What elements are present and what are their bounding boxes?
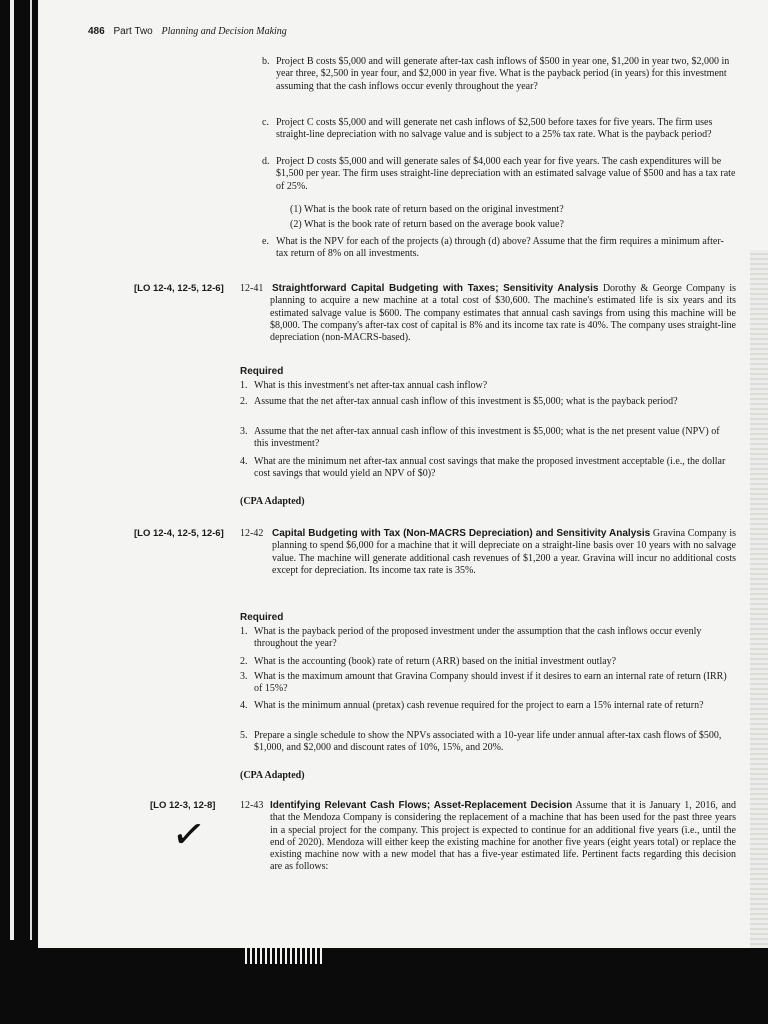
learning-objective-tag: [LO 12-3, 12-8]	[150, 800, 216, 811]
list-item: (1) What is the book rate of return based on the original investment?	[290, 204, 564, 215]
part-label: Part Two	[113, 26, 153, 37]
problem-title: Identifying Relevant Cash Flows; Asset-Replacement Decision	[270, 800, 573, 811]
handwritten-checkmark: ✓	[168, 809, 209, 861]
problem-statement	[270, 800, 736, 874]
list-item: b. Project B costs $5,000 and will generate after-tax cash inflows of $500 in year one, $1,200 in year two, $2,000 in year three, $2,500 in year four, and $2,000 in year five. What is the payback period (in years) for this investment assuming that the cash inflows occur evenly throughout the year?	[262, 56, 730, 92]
scan-bottom-band	[0, 948, 768, 1024]
chapter-title: Planning and Decision Making	[161, 26, 287, 37]
list-item: (2) What is the book rate of return based on the average book value?	[290, 219, 564, 230]
source-note: (CPA Adapted)	[240, 496, 305, 507]
binding-gap	[10, 0, 14, 940]
list-item: 5. Prepare a single schedule to show the NPVs associated with a 10-year life under annual after-tax cash flows of $500, $1,000, and $2,000 and discount rates of 10%, 15%, and 20%.	[240, 730, 722, 754]
problem-number: 12-42	[240, 528, 264, 539]
list-item: 1. What is the payback period of the proposed investment under the assumption that the cash inflows occur evenly throughout the year?	[240, 626, 702, 650]
required-heading: Required	[240, 366, 284, 377]
required-heading: Required	[240, 612, 284, 623]
item-text: Project C costs $5,000 and will generate net cash inflows of $2,500 before taxes for five years. The firm uses straight-line depreciation with no salvage value and is subject to a 25% tax rate. What is the payback period?	[276, 117, 713, 141]
problem-number: 12-43	[240, 800, 264, 811]
problem-number: 12-41	[240, 283, 264, 294]
source-note: (CPA Adapted)	[240, 770, 305, 781]
list-item: 3. What is the maximum amount that Gravina Company should invest if it desires to earn an internal rate of return (IRR) of 15%?	[240, 671, 727, 695]
list-item: 1. What is this investment's net after-tax annual cash inflow?	[240, 380, 488, 391]
running-header	[88, 26, 287, 37]
item-text: Project B costs $5,000 and will generate after-tax cash inflows of $500 in year one, $1,200 in year two, $2,000 in year three, $2,500 in year four, and $2,000 in year five. What is the payback period (in years) for this investment assuming that the cash inflows occur evenly throughout the year?	[276, 56, 730, 92]
item-text: What is the NPV for each of the projects (a) through (d) above? Assume that the firm requires a minimum after-tax return of 8% on all investments.	[276, 236, 724, 260]
item-text: Project D costs $5,000 and will generate sales of $4,000 each year for five years. The cash expenditures will be $1,500 per year. The firm uses straight-line depreciation with an estimated salvage value of $500 and has a tax rate of 25%.	[276, 156, 736, 192]
page-edge-shadow	[750, 250, 768, 950]
problem-body: Gravina Company is planning to spend $6,000 for a machine that it will depreciate on a straight-line basis over 10 years with no salvage value. The machine will generate additional cash revenues of $1,200 a year. Gravina will incur no additional costs except for depreciation. Its income tax rate is 35%.	[272, 528, 737, 576]
edge-tick-marks	[245, 942, 322, 964]
item-text: What is the book rate of return based on the average book value?	[304, 219, 564, 230]
list-item: c. Project C costs $5,000 and will generate net cash inflows of $2,500 before taxes for five years. The firm uses straight-line depreciation with no salvage value and is subject to a 25% tax rate. What is the payback period?	[262, 117, 713, 141]
list-item: 4. What is the minimum annual (pretax) cash revenue required for the project to earn a 15% internal rate of return?	[240, 700, 704, 711]
problem-body: Dorothy & George Company is planning to acquire a new machine at a total cost of $30,600. The machine's estimated life is six years and its estimated salvage value is $600. The company estimates that annual cash savings from using this machine will be $8,000. The company's after-tax cost of capital is 8% and its income tax rate is 40%. The company uses straight-line depreciation (non-MACRS-based).	[270, 283, 736, 344]
list-item: 2. Assume that the net after-tax annual cash inflow of this investment is $5,000; what is the payback period?	[240, 396, 678, 407]
problem-statement	[270, 283, 736, 344]
problem-statement	[272, 528, 736, 577]
item-text: What is the book rate of return based on the original investment?	[304, 204, 564, 215]
page-number: 486	[88, 26, 105, 37]
learning-objective-tag: [LO 12-4, 12-5, 12-6]	[134, 283, 224, 294]
list-item: e. What is the NPV for each of the projects (a) through (d) above? Assume that the firm requires a minimum after-tax return of 8% on all investments.	[262, 236, 724, 260]
problem-title: Straightforward Capital Budgeting with Taxes; Sensitivity Analysis	[272, 283, 599, 294]
problem-body: Assume that it is January 1, 2016, and that the Mendoza Company is considering the replacement of a machine that has been used for the past three years in a special project for the company. This project is expected to continue for an additional five years (i.e., until the end of 2020). Mendoza will either keep the existing machine for another five years (eight years total) or replace the existing machine now with a new model that has a five-year estimated life. Pertinent facts regarding this decision are as follows:	[270, 800, 737, 873]
list-item: d. Project D costs $5,000 and will generate sales of $4,000 each year for five years. The cash expenditures will be $1,500 per year. The firm uses straight-line depreciation with an estimated salvage value of $500 and has a tax rate of 25%.	[262, 156, 736, 192]
learning-objective-tag: [LO 12-4, 12-5, 12-6]	[134, 528, 224, 539]
binding-shadow	[0, 0, 38, 1024]
list-item: 2. What is the accounting (book) rate of return (ARR) based on the initial investment outlay?	[240, 656, 617, 667]
list-item: 3. Assume that the net after-tax annual cash inflow of this investment is $5,000; what is the net present value (NPV) of this investment?	[240, 426, 720, 450]
problem-title: Capital Budgeting with Tax (Non-MACRS Depreciation) and Sensitivity Analysis	[272, 528, 651, 539]
binding-gap-inner	[30, 0, 32, 940]
list-item: 4. What are the minimum net after-tax annual cost savings that make the proposed investment acceptable (i.e., the dollar cost savings that would yield an NPV of $0)?	[240, 456, 726, 480]
